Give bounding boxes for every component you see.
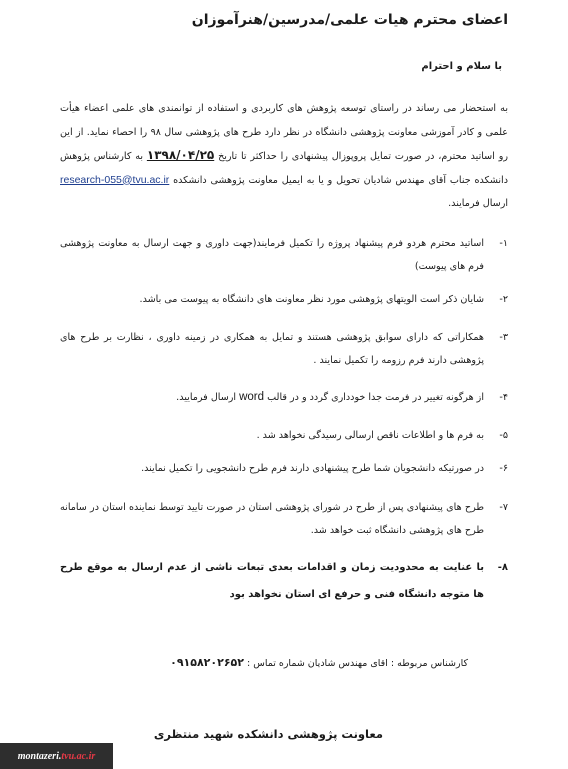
item-number: ۳- (499, 332, 508, 343)
list-item-3 (60, 326, 508, 372)
intro-part2: به کارشناس پژوهش دانشکده جناب آقای مهندس شادیان تحویل و یا به ایمیل معاونت پژوهشی دانشکده (60, 151, 508, 186)
item-text: به فرم ها و اطلاعات ناقص ارسالی رسیدگی نخواهد شد . (256, 430, 484, 441)
item-text: در صورتیکه دانشجویان شما طرح پیشنهادی دارند فرم طرح دانشجویی را تکمیل نمایند. (141, 463, 484, 474)
intro-part3: ارسال فرمایند. (448, 198, 508, 209)
watermark-part2: tvu.ac.ir (61, 750, 96, 762)
contact-phone: ۰۹۱۵۸۲۰۲۶۵۲ (170, 656, 244, 669)
email-link[interactable]: research-055@tvu.ac.ir (60, 173, 170, 186)
item-text: اساتید محترم هردو فرم پیشنهاد پروژه را تکمیل فرمایند(جهت داوری و جهت ارسال به معاونت پژوهشی فرم های پیوست) (60, 238, 484, 272)
item-number: ۵- (499, 430, 508, 441)
intro-part1: به استحضار می رساند در راستای توسعه پژوهش های کاربردی و استفاده از توانمندی های علمی اعضاء هیأت علمی و کادر آموزشی معاونت پژوهشی دانشگاه در نظر دارد طرح های پژوهشی سال ۹۸ را احصاء نماید. از این رو اساتید محترم، در صورت تمایل پروپوزال پیشنهادی را حداکثر تا تاریخ (60, 103, 508, 162)
item-text: همکاراتی که دارای سوابق پژوهشی هستند و تمایل به همکاری در زمینه داوری ، نظارت بر طرح های پژوهشی دارند فرم رزومه را تکمیل نمایند . (60, 332, 484, 366)
list-item-2 (60, 288, 508, 311)
item-number: ۱- (499, 238, 508, 249)
watermark-logo (0, 743, 113, 769)
word-format: word (239, 391, 265, 403)
greeting: با سلام و احترام (421, 61, 502, 72)
document-title: اعضای محترم هیات علمی/مدرسین/هنرآموزان (191, 12, 508, 28)
list-item-6 (60, 457, 508, 480)
watermark-part1: montazeri. (17, 750, 62, 762)
list-item-1 (60, 232, 508, 278)
item-number: ۶- (499, 463, 508, 474)
list-item-8 (60, 554, 508, 608)
signature: معاونت پژوهشی دانشکده شهید منتظری (153, 727, 383, 741)
item-text (60, 386, 484, 409)
item-number: ۷- (499, 502, 508, 513)
list-item-4 (60, 386, 508, 409)
deadline-date: ۱۳۹۸/۰۴/۲۵ (146, 148, 215, 162)
list-item-5 (60, 424, 508, 447)
contact-line (170, 656, 468, 669)
item-text-a: از هرگونه تغییر در فرمت جدا خودداری گردد و در قالب (267, 392, 484, 403)
item-text-b: ارسال فرمایید. (176, 392, 237, 403)
item-number: ۲- (499, 294, 508, 305)
item-text: شایان ذکر است الویتهای پژوهشی مورد نظر معاونت های دانشگاه به پیوست می باشد. (139, 294, 484, 305)
item-number: ۸- (497, 562, 508, 573)
intro-paragraph (60, 97, 508, 216)
list-item-7 (60, 496, 508, 542)
item-text: با عنایت به محدودیت زمان و اقدامات بعدی تبعات ناشی از عدم ارسال به موقع طرح ها متوجه دانشگاه فنی و حرفع ای استان نخواهد بود (60, 562, 484, 600)
item-number: ۴- (499, 392, 508, 403)
contact-label: کارشناس مربوطه : اقای مهندس شادیان شماره تماس : (247, 658, 468, 669)
item-text: طرح های پیشنهادی پس از طرح در شورای پژوهشی استان در صورت تایید توسط نماینده استان در سامانه طرح های پژوهشی دانشگاه ثبت خواهد شد. (60, 502, 484, 536)
